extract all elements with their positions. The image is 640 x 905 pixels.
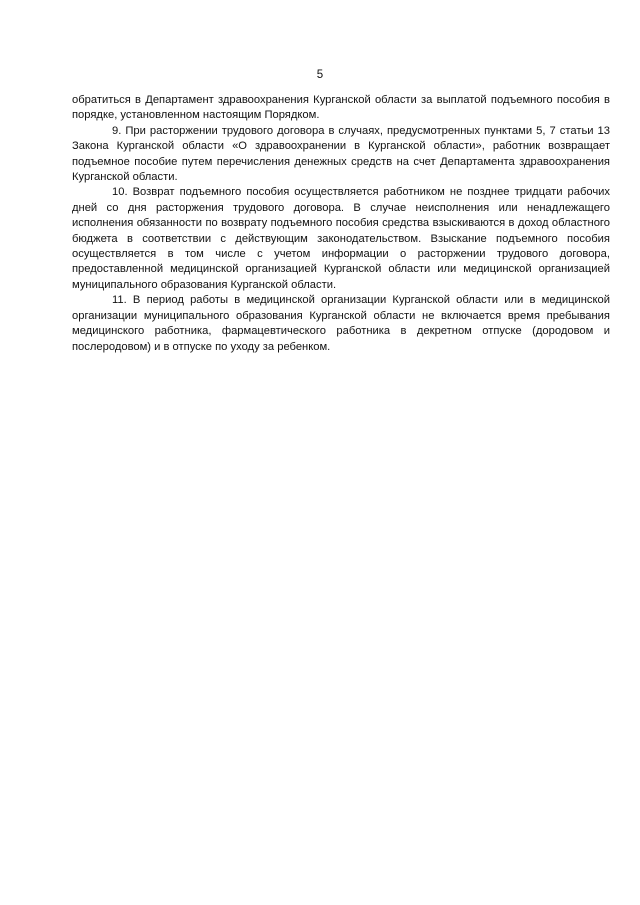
paragraph-item-9: 9. При расторжении трудового договора в случаях, предусмотренных пунктами 5, 7 статьи 13 Закона Курганской области «О здравоохранении в Курганской области», работник возвращает подъемное пособие путем перечисления денежных средств на счет Департамента здравоохранения Курганской области. <box>72 124 610 184</box>
page-number: 5 <box>316 69 324 81</box>
document-body <box>72 93 610 355</box>
paragraph-item-11: 11. В период работы в медицинской организации Курганской области или в медицинской организации муниципального образования Курганской области не включается время пребывания медицинского работника, фармацевтического работника в декретном отпуске (дородовом и послеродовом) и в отпуске по уходу за ребенком. <box>72 294 610 353</box>
paragraph-item-10: 10. Возврат подъемного пособия осуществляется работником не позднее тридцати рабочих дней со дня расторжения трудового договора. В случае неисполнения или ненадлежащего исполнения обязанности по возврату подъемного пособия средства взыскиваются в доход областного бюджета в соответствии с действующим законодательством. Взыскание подъемного пособия осуществляется в том числе с учетом информации о расторжении трудового договора, предоставленной медицинской организацией Курганской области или медицинской организацией муниципального образования Курганской области. <box>72 186 610 291</box>
paragraph-continuation: обратиться в Департамент здравоохранения Курганской области за выплатой подъемного пособия в порядке, установленном настоящим Порядком. <box>72 94 610 122</box>
